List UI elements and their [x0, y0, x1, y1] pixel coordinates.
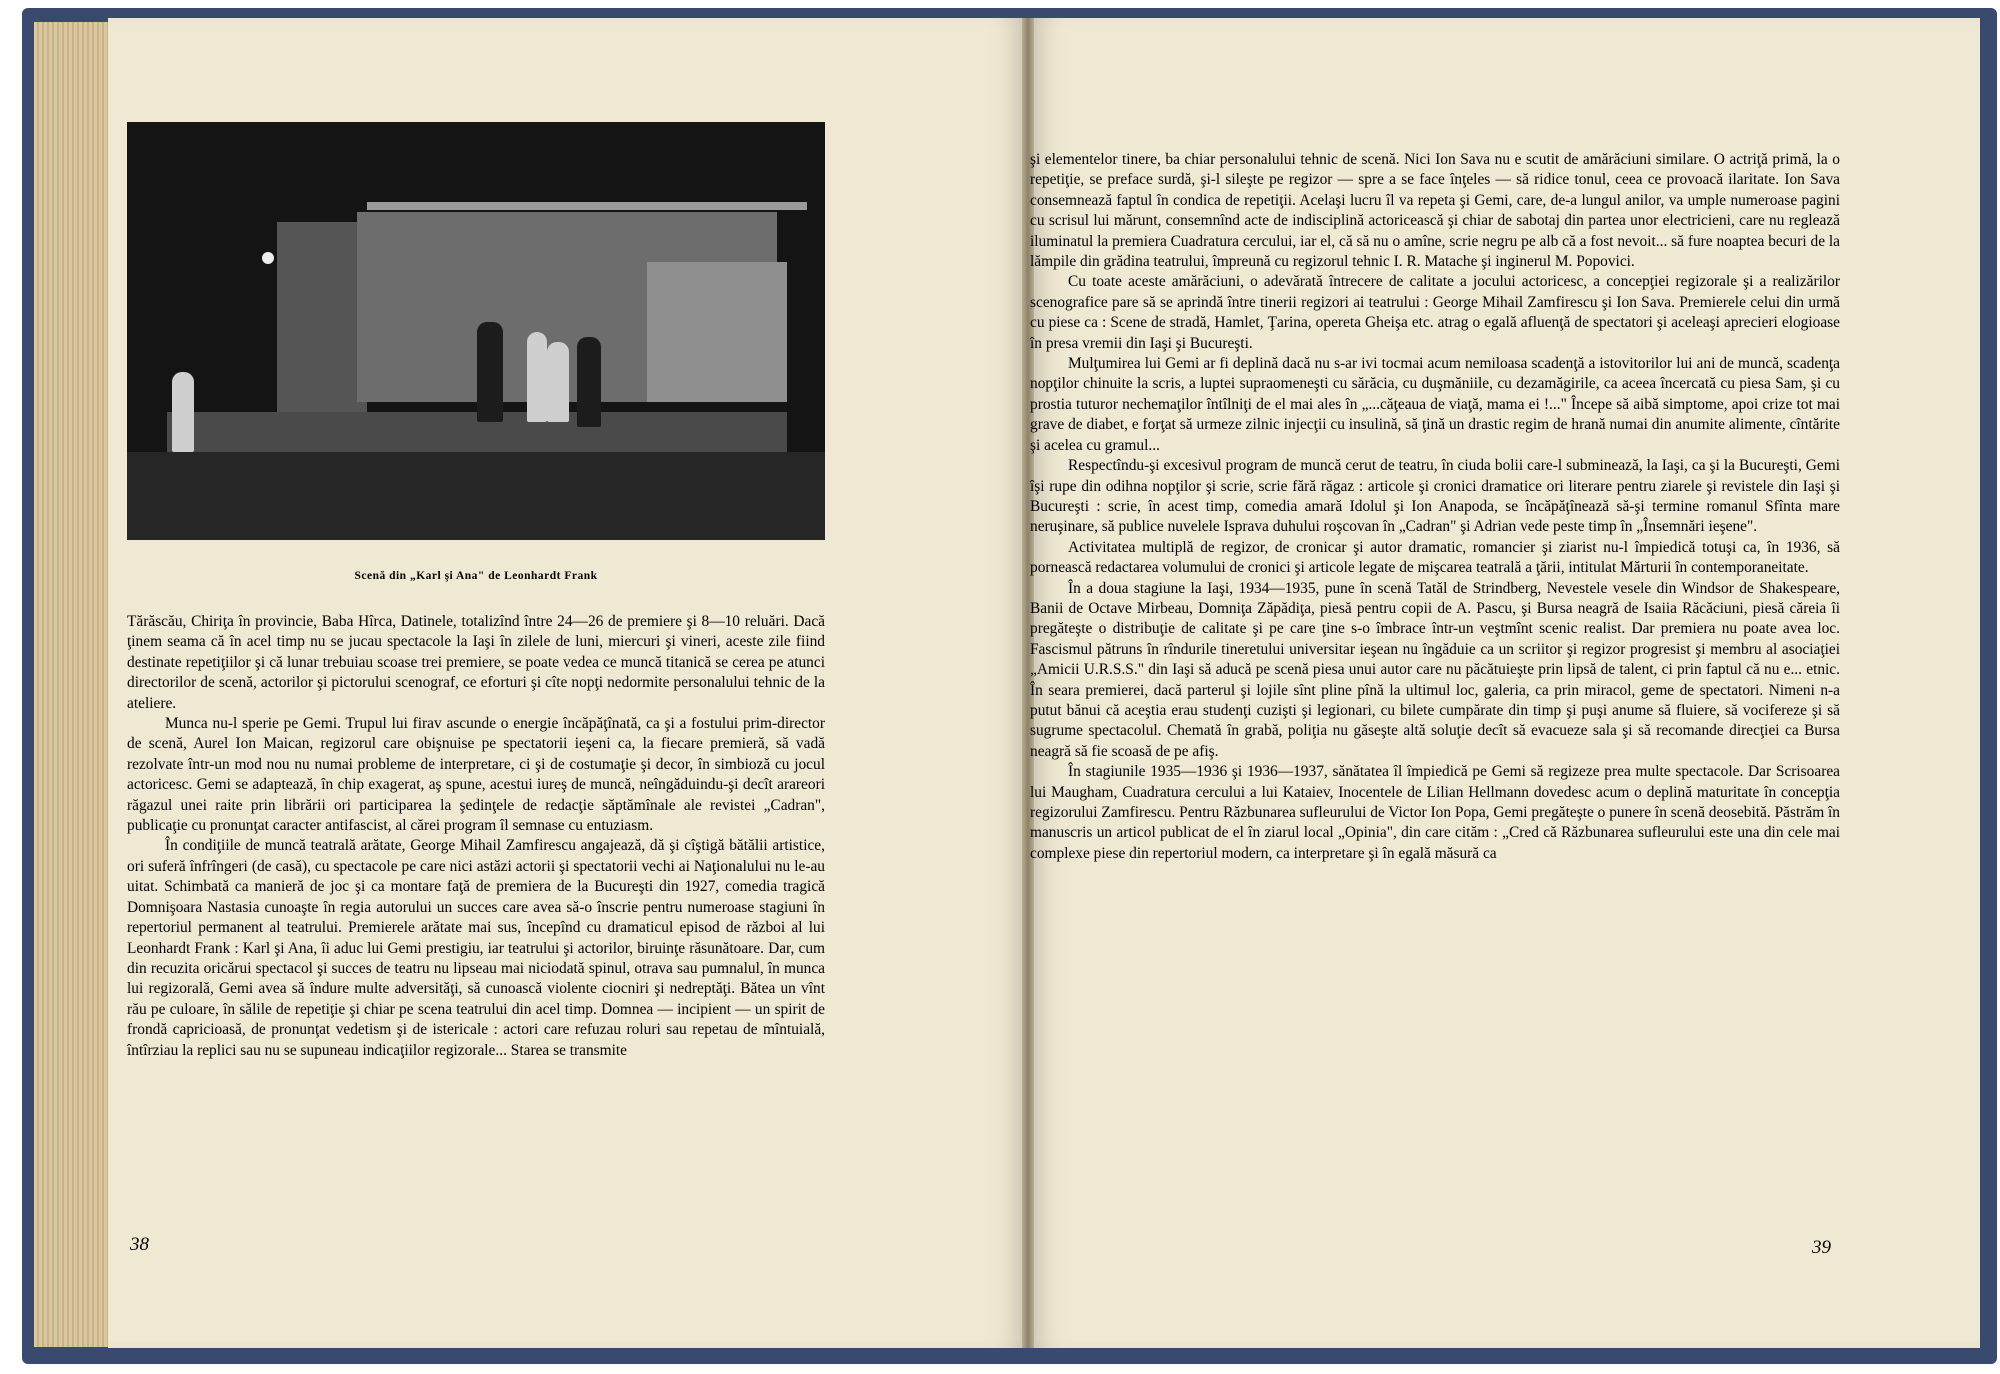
- right-page-text: [1030, 150, 1840, 864]
- stage-photo: [127, 122, 825, 540]
- page-number-left: 38: [130, 1234, 149, 1255]
- photo-lamp: [262, 252, 274, 264]
- paragraph: În a doua stagiune la Iaşi, 1934—1935, pune în scenă Tatăl de Strindberg, Nevestele vesele din Windsor de Shakespeare, Banii de Octave Mirbeau, Domniţa Zăpădiţa, piesă pentru copii de A. Pascu, şi Bursa neagră de Isaiia Răcăciuni, piesă căreia îi pregăteşte o distribuţie de calitate şi pe care ţine s-o îmbrace într-un veştmînt scenic realist. Dar premiera nu poate avea loc. Fascismul pătruns în rîndurile tineretului universitar ieşean nu îngăduie ca un scriitor şi regizor progresist şi membru al asociaţiei „Amicii U.R.S.S." din Iaşi să aducă pe scenă piesa unui autor care nu păcătuieşte prin lipsă de talent, ci prin faptul că nu e... etnic. În seara premierei, dacă parterul şi lojile sînt pline pînă la ultimul loc, galeria, ca prin miracol, geme de spectatori. Nimeni n-a putut bănui că aceştia erau studenţi cuzişti şi legionari, cu bilete cumpărate din timp şi puşi anume să fluiere, să vocifereze şi să sugrume spectacolul. Chemată în grabă, poliţia nu găseşte altă soluţie decît să evacueze sala şi să recomande direcţiei ca Bursa neagră să fie scoasă de pe afiş.: [1030, 579, 1840, 760]
- photo-caption: Scenă din „Karl şi Ana" de Leonhardt Frank: [354, 570, 598, 582]
- paragraph: Respectîndu-şi excesivul program de muncă cerut de teatru, în ciuda bolii care-l subminează, la Iaşi, ca şi la Bucureşti, Gemi îşi rupe din odihna nopţilor şi scrie, scrie fără răgaz : articole şi cronici dramatice ori literare pentru ziarele şi revistele din Iaşi şi Bucureşti : scrie, în acest timp, comedia amară Idolul şi Ion Anapoda, se încăpăţînează să-şi termine romanul Sfînta mare neruşinare, să publice nuvelele Isprava duhului roşcovan în „Cadran" şi Adrian vede peste timp în „Însemnări ieşene".: [1030, 457, 1840, 536]
- photo-wall-left: [277, 222, 367, 412]
- paragraph: Munca nu-l sperie pe Gemi. Trupul lui firav ascunde o energie încăpăţînată, ca şi a fostului prim-director de scenă, Aurel Ion Maican, regizorul care obişnuise pe spectatorii ieşeni ca, la fiecare premieră, să vadă rezolvate într-un mod nou nu numai probleme de interpretare, ci şi de costumaţie şi decor, în simbioză cu jocul actoricesc. Gemi se adaptează, în chip exagerat, aş spune, acestui iureş de muncă, neîngăduindu-şi decît arareori răgazul unei raite prin librării ori participarea la şedinţele de redacţie săptămînale ale revistei „Cadran", publicaţie cu pronunţat caracter antifascist, al cărei program îl semnase cu entuziasm.: [127, 715, 825, 835]
- left-page-text: [127, 612, 825, 1061]
- photo-beam: [367, 202, 807, 210]
- paragraph: şi elementelor tinere, ba chiar personalului tehnic de scenă. Nici Ion Sava nu e scutit de amărăciuni similare. O actriţă primă, la o repetiţie, se preface surdă, şi-l sileşte pe regizor — spre a se face înţeles — să ridice tonul, ceea ce provoacă ilaritate. Ion Sava consemnează faptul în condica de repetiţii. Acelaşi lucru îl va repeta şi Gemi, care, de-a lungul anilor, va umple numeroase pagini cu scrisul lui mărunt, consemnînd acte de indisciplină actoricească şi chiar de sabotaj din partea unor electricieni, care nu reglează iluminatul la premiera Cuadratura cercului, iar el, că să nu o amîne, scrie negru pe alb că a fost nevoit... să fure noaptea becuri de la lămpile din grădina teatrului, împreună cu regizorul tehnic I. R. Matache şi inginerul M. Popovici.: [1030, 151, 1840, 271]
- photo-stage-apron: [127, 452, 825, 540]
- paragraph: Cu toate aceste amărăciuni, o adevărată întrecere de calitate a jocului actoricesc, a concepţiei regizorale şi a realizărilor scenografice pare să se aprindă între tinerii regizori ai teatrului : George Mihail Zamfirescu şi Ion Sava. Premierele celui din urmă cu piese ca : Scene de stradă, Hamlet, Ţarina, opereta Gheişa etc. atrag o egală afluenţă de spectatori şi aceleaşi aprecieri elogioase în presa vremii din Iaşi şi Bucureşti.: [1030, 273, 1840, 352]
- paragraph: Mulţumirea lui Gemi ar fi deplină dacă nu s-ar ivi tocmai acum nemiloasa scadenţă a istovitorilor lui ani de muncă, scadenţa nopţilor chinuite la scris, a luptei supraomeneşti cu sărăcia, cu duşmăniile, cu dezamăgirile, ca aceea încercată cu piesa Sam, şi cu prostia tuturor nechemaţilor întîlniţi de el mai ales în „...căţeaua de viaţă, mama ei !..." Începe să aibă simptome, apoi crize tot mai grave de diabet, e forţat să urmeze zilnic injecţii cu insulină, să ţină un drastic regim de hrană numai din anumite alimente, cîntărite şi acelea cu gramul...: [1030, 355, 1840, 454]
- photo-figure: [477, 322, 503, 422]
- photo-wall-right: [647, 262, 787, 402]
- paragraph: Activitatea multiplă de regizor, de cronicar şi autor dramatic, romancier şi ziarist nu-l împiedică totuşi ca, în 1936, să pornească redactarea volumului de cronici şi articole legate de mişcarea teatrală a ţării, intitulat Mărturii în contemporaneitate.: [1030, 538, 1840, 577]
- paragraph: Tărăscău, Chiriţa în provincie, Baba Hîrca, Datinele, totalizînd între 24—26 de premiere şi 8—10 reluări. Dacă ţinem seama că în acel timp nu se jucau spectacole la Iaşi în zilele de luni, miercuri şi vineri, aceste zile fiind destinate repetiţiilor şi că lunar trebuiau scoase trei premiere, se poate vedea ce muncă titanică se cerea pe atunci directorilor de scenă, actorilor şi pictorului scenograf, ce eforturi şi cîte nopţi nedormite personalului tehnic de la ateliere.: [127, 613, 825, 712]
- paragraph: În condiţiile de muncă teatrală arătate, George Mihail Zamfirescu angajează, dă şi cîştigă bătălii artistice, ori suferă înfrîngeri (de casă), cu spectacole pe care nici astăzi actorii şi spectatorii vechi ai Naţionalului nu le-au uitat. Schimbată ca manieră de joc şi ca montare faţă de premiera de la Bucureşti din 1927, comedia tragică Domnişoara Nastasia cunoaşte în regia autorului un succes care avea să-o înscrie pentru numeroase stagiuni în repertoriul permanent al teatrului. Premierele arătate mai sus, începînd cu dramaticul episod de război al lui Leonhardt Frank : Karl şi Ana, îi aduc lui Gemi prestigiu, iar teatrului şi actorilor, biruinţe răsunătoare. Dar, cum din recuzita oricărui spectacol şi succes de teatru nu lipseau mai niciodată spinul, otrava sau pumnalul, în munca lui regizorală, Gemi avea să îndure multe adversităţi, să cunoască violente ciocniri şi nedreptăţi. Bătea un vînt rău pe culoare, în sălile de repetiţie şi chiar pe scena teatrului din acel timp. Domnea — incipient — un spirit de frondă capricioasă, de pronunţat vedetism şi de istericale : actori care refuzau roluri sau repetau de mîntuială, întîrziau la replici sau nu se supuneau indicaţiilor regizorale... Starea se transmite: [127, 837, 825, 1059]
- photo-figure: [527, 332, 547, 422]
- paragraph: În stagiunile 1935—1936 şi 1936—1937, sănătatea îl împiedică pe Gemi să regizeze prea multe spectacole. Dar Scrisoarea lui Maugham, Cuadratura cercului a lui Kataiev, Inocentele de Lilian Hellmann dovedesc acum o deplină maturitate în concepţia regizorului Zamfirescu. Pentru Răzbunarea sufleurului de Victor Ion Popa, Gemi pregăteşte o punere în scenă deosebită. Păstrăm în manuscris un articol publicat de el în ziarul local „Opinia", din care cităm : „Cred că Răzbunarea sufleurului este una din cele mai complexe piese din repertoriul modern, ca interpretare şi în egală măsură ca: [1030, 763, 1840, 862]
- photo-figure: [172, 372, 194, 452]
- photo-figure: [577, 337, 601, 427]
- page-number-right: 39: [1812, 1237, 1831, 1258]
- photo-figure: [547, 342, 569, 422]
